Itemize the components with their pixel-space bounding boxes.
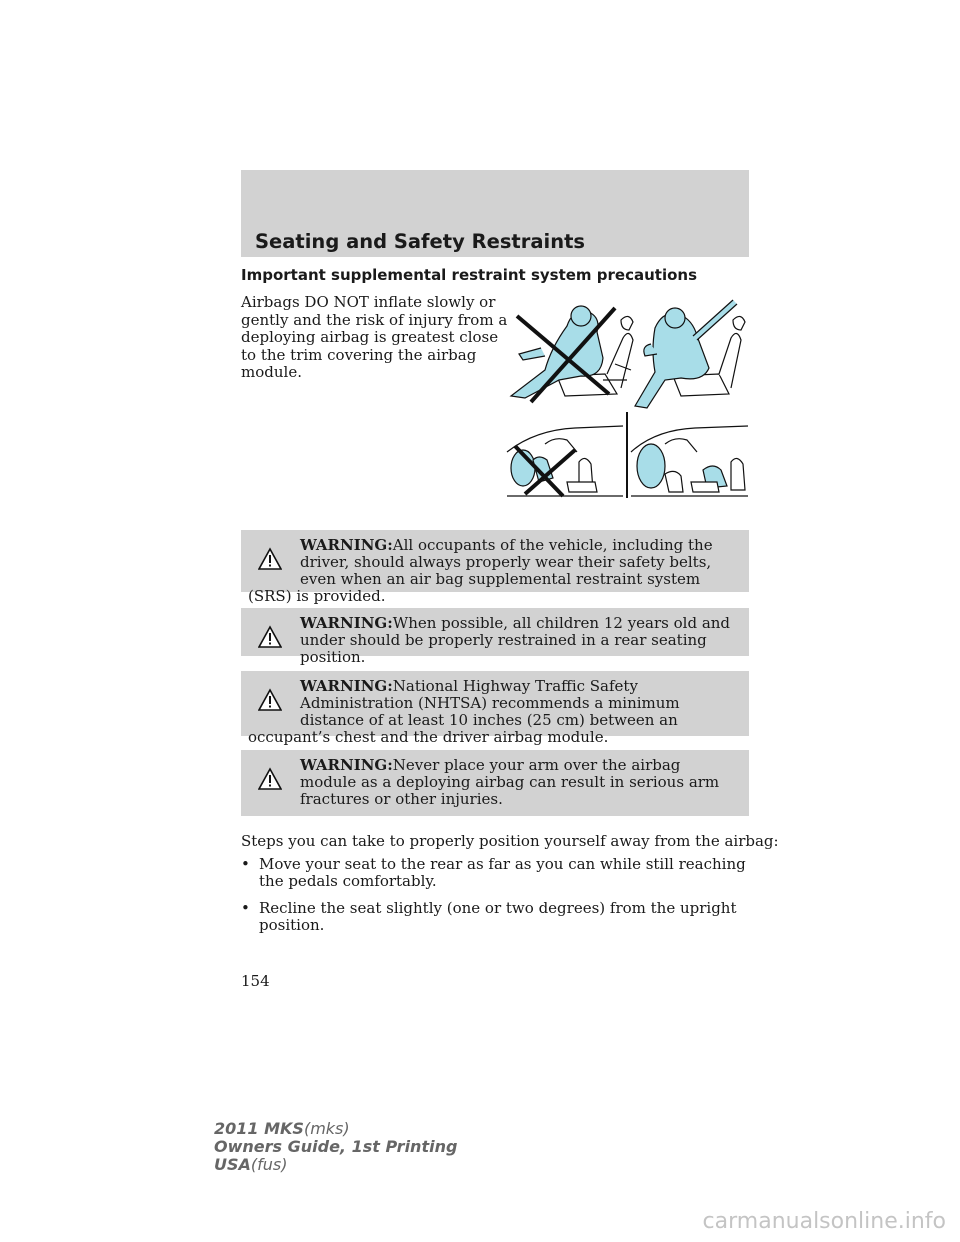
- warning-box: [241, 671, 749, 746]
- subsection-heading: Important supplemental restraint system precautions: [241, 266, 698, 284]
- steps-list: [241, 856, 749, 944]
- warning-label: WARNING:: [300, 614, 393, 632]
- bullet-icon: •: [241, 899, 250, 917]
- steps-intro: Steps you can take to properly position yourself away from the airbag:: [241, 832, 779, 850]
- warning-text: All occupants of the vehicle, including the driver, should always properly wear their safety belts, even when an air bag supplemental restraint system (SRS) is provided.: [248, 536, 713, 605]
- warning-box: [241, 750, 749, 816]
- list-item: [241, 900, 749, 934]
- bullet-icon: •: [241, 855, 250, 873]
- section-header-band: [241, 170, 749, 257]
- footer-model: 2011 MKS: [214, 1119, 304, 1138]
- list-item-text: Move your seat to the rear as far as you can while still reaching the pedals comfortably.: [259, 855, 746, 890]
- footer-market-code: (fus): [250, 1155, 288, 1174]
- footer-printing: Owners Guide, 1st Printing: [214, 1137, 458, 1156]
- section-title: Seating and Safety Restraints: [255, 230, 586, 253]
- warning-text: Never place your arm over the airbag module as a deploying airbag can result in serious arm fractures or other injuries.: [300, 756, 720, 808]
- warning-text: When possible, all children 12 years old and under should be properly restrained in a rear seating position.: [300, 614, 731, 666]
- list-item-text: Recline the seat slightly (one or two degrees) from the upright position.: [259, 899, 737, 934]
- watermark: carmanualsonline.info: [702, 1209, 946, 1234]
- footer-market: USA: [214, 1155, 251, 1174]
- footer-model-code: (mks): [303, 1119, 350, 1138]
- warning-triangle-icon: [258, 547, 282, 571]
- warning-box: [241, 608, 749, 666]
- warning-label: WARNING:: [300, 756, 393, 774]
- intro-paragraph: Airbags DO NOT inflate slowly or gently and the risk of injury from a deploying airbag is greatest close to the trim covering the airbag module.: [241, 293, 508, 381]
- warning-label: WARNING:: [300, 677, 393, 695]
- page-number: 154: [241, 972, 270, 990]
- occupant-position-illustration: [505, 298, 750, 410]
- child-seat-position-illustration: [505, 412, 750, 500]
- warning-triangle-icon: [258, 625, 282, 649]
- warning-triangle-icon: [258, 688, 282, 712]
- warning-text: National Highway Traffic Safety Administration (NHTSA) recommends a minimum distance of at least 10 inches (25 cm) between an occupant’s chest and the driver airbag module.: [248, 677, 680, 746]
- warning-triangle-icon: [258, 767, 282, 791]
- warning-box: [241, 530, 749, 605]
- warning-label: WARNING:: [300, 536, 393, 554]
- document-footer: [214, 1120, 457, 1174]
- list-item: [241, 856, 749, 890]
